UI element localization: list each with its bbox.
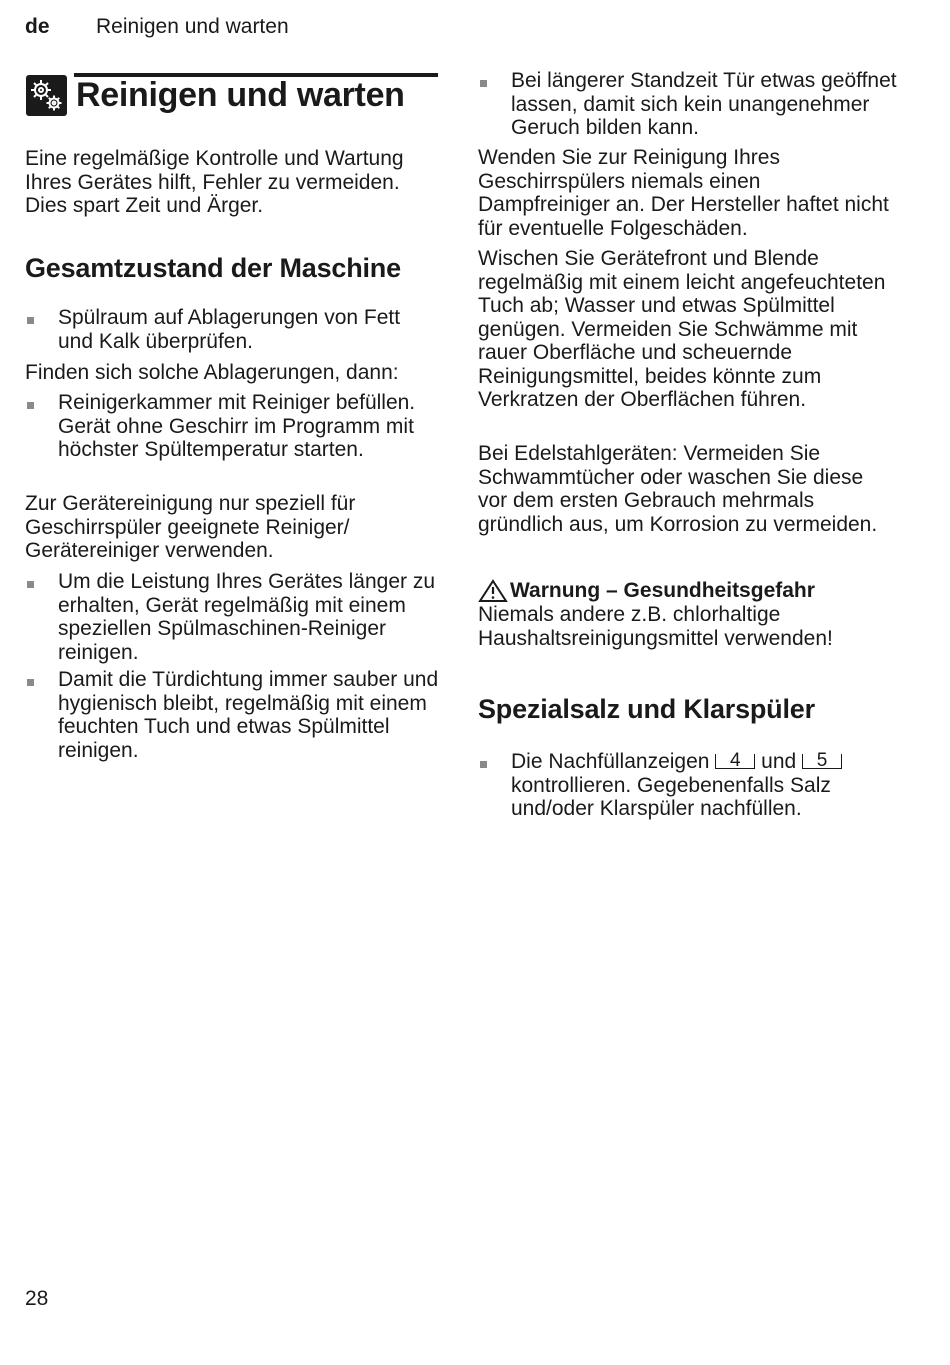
list-item: Um die Leistung Ihres Gerätes länger zu erhalten, Gerät regelmäßig mit einem speziellen Spülmaschinen-Reiniger reinigen. (25, 570, 440, 664)
warning-triangle-icon (478, 579, 510, 603)
intro-paragraph: Eine regelmäßige Kontrolle und Wartung Ihres Gerätes hilft, Fehler zu vermeiden. Dies spart Zeit und Ärger. (25, 147, 404, 217)
list-item: Bei längerer Standzeit Tür etwas geöffnet lassen, damit sich kein unangenehmer Geruch bilden kann. (478, 69, 911, 140)
list-item: Damit die Türdichtung immer sauber und hygienisch bleibt, regelmäßig mit einem feuchten Tuch und etwas Spülmittel reinigen. (25, 668, 440, 762)
paragraph: Finden sich solche Ablagerungen, dann: (25, 361, 399, 384)
paragraph: Zur Gerätereinigung nur speziell für Geschirrspüler geeignete Reiniger/ Gerätereiniger verwenden. (25, 492, 356, 562)
page-number: 28 (25, 1287, 49, 1310)
page-title: Reinigen und warten (76, 76, 405, 114)
section-heading-gesamtzustand: Gesamtzustand der Maschine (25, 253, 401, 283)
paragraph: Wenden Sie zur Reinigung Ihres Geschirrspülers niemals einen Dampfreiniger an. Der Hersteller haftet nicht für eventuelle Folgeschäden. (478, 146, 889, 240)
list-item: Reinigerkammer mit Reiniger befüllen. Gerät ohne Geschirr im Programm mit höchster Spültemperatur starten. (25, 391, 440, 462)
paragraph: Bei Edelstahlgeräten: Vermeiden Sie Schwammtücher oder waschen Sie diese vor dem ersten Gebrauch mehrmals gründlich aus, um Korrosion zu vermeiden. (478, 442, 878, 536)
list-item-text: Die Nachfüllanzeigen (511, 750, 710, 773)
header-language: de (25, 15, 50, 38)
warning-text: Niemals andere z.B. chlorhaltige Haushaltsreinigungsmittel verwenden! (478, 603, 833, 650)
list-item: Spülraum auf Ablagerungen von Fett und Kalk überprüfen. (25, 306, 440, 353)
indicator-key-5: 5 (802, 754, 842, 769)
warning-heading: Warnung – Gesundheitsgefahr (510, 579, 815, 602)
list-item (478, 750, 911, 821)
warning-block (478, 579, 898, 650)
gears-icon (26, 75, 67, 116)
indicator-key-4: 4 (715, 754, 755, 769)
section-heading-spezialsalz: Spezialsalz und Klarspüler (478, 694, 815, 724)
paragraph: Wischen Sie Gerätefront und Blende regelmäßig mit einem leicht angefeuchteten Tuch ab; Wasser und etwas Spülmittel genügen. Vermeiden Sie Schwämme mit rauer Oberfläche und scheuernde Reinigungsmittel, beides könnte zum Verkratzen der Oberflächen führen. (478, 247, 886, 411)
list-item-text: und (761, 750, 797, 773)
header-section: Reinigen und warten (96, 15, 289, 38)
list-item-text: kontrollieren. Gegebenenfalls Salz und/oder Klarspüler nachfüllen. (511, 773, 831, 820)
